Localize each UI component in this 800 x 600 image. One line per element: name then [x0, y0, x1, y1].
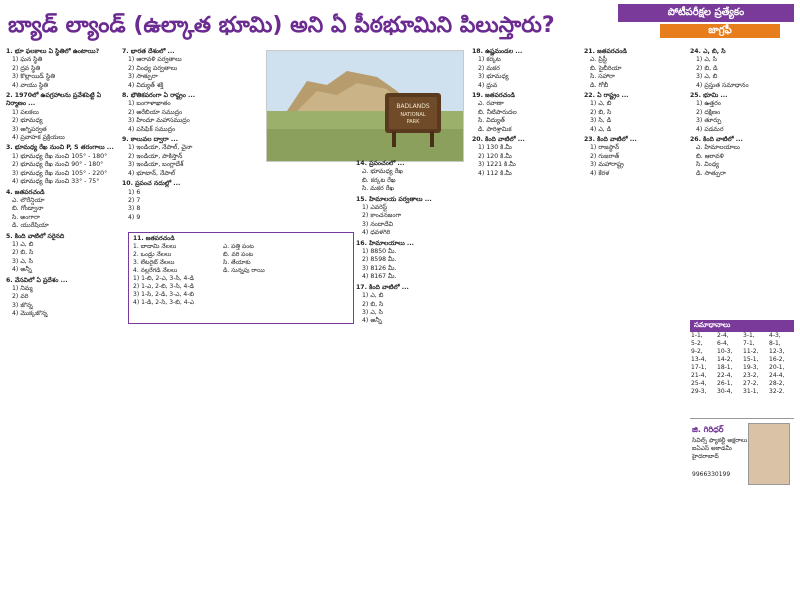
question-item [690, 48, 794, 90]
answer-cell: 6-4, [717, 340, 729, 347]
answer-row [690, 356, 794, 364]
answer-cell: 13-4, [691, 356, 707, 363]
question-text: 20. కింది వాటిలో ... [472, 136, 525, 144]
question-option: 2) ఇండియా, పాకిస్తాన్‌ [128, 152, 183, 160]
sign-line-3: PARK [406, 119, 420, 125]
question-text: 4. జతపరచండి [6, 188, 45, 196]
question-item [122, 92, 258, 134]
question-option: 1) పలకలు [12, 108, 39, 116]
answer-cell: 9-2, [691, 348, 703, 355]
question-item [122, 136, 258, 178]
question-option: 1) భూమధ్య రేఖ నుంచి 105° - 180° [12, 152, 108, 160]
question-option: ఎ. లౌరేన్షియా [12, 196, 45, 204]
answer-cell: 12-3, [769, 348, 785, 355]
question-option: బి. ఆరావళి [696, 152, 724, 160]
question-option: 3) ఎ, సి [362, 308, 383, 316]
box-answer-option: 3) 1-సి, 2-డి, 3-ఎ, 4-బి [133, 291, 194, 298]
question-item [6, 233, 118, 275]
question-item [6, 92, 118, 142]
answer-key-table [690, 332, 794, 396]
answer-cell: 19-3, [743, 364, 759, 371]
question-option: 1) బంగాళాఖాతం [128, 100, 171, 108]
question-item [6, 189, 118, 231]
author-designation: సివిల్స్‌ ఫ్యాకల్టీ అక్షరాలు ఐఏఎస్‌ అకాడమీ హైదరాబాద్‌ [692, 437, 748, 460]
question-option: 1) 8850 మీ. [362, 248, 397, 256]
answer-cell: 7-1, [743, 340, 755, 347]
question-option: 1) ఎ, సి [696, 56, 717, 64]
box-right-item: ఎ. పత్తి పంట [223, 243, 254, 250]
sign-line-2: NATIONAL [400, 112, 426, 118]
question-option: 4) ధవళగిరి [362, 229, 391, 237]
question-option: డి. పారిశ్రామిక [478, 125, 512, 133]
section-badge: పోటీపరీక్షల ప్రత్యేకం [618, 4, 794, 22]
box-right-item: డి. సున్నపు రాయి [223, 267, 265, 274]
box-right-item: బి. వరి పంట [223, 251, 254, 258]
answer-cell: 2-4, [717, 332, 729, 339]
question-option: 4) ఎ, డి [590, 125, 612, 133]
question-option: 2) 120 కి.మీ [478, 152, 512, 160]
question-item [584, 48, 688, 90]
question-option: 2) బి, సి [362, 300, 384, 308]
author-phone: 9966330199 [692, 471, 731, 478]
box-answer-option: 4) 1-డి, 2-సి, 3-బి, 4-ఎ [133, 299, 194, 306]
question-option: 1) ఆరావళి పర్వతాలు [128, 56, 182, 64]
question-option: 1) ఘన స్థితి [12, 56, 43, 64]
question-option: 1) ఉత్తరం [696, 100, 721, 108]
question-option: 4) భూమధ్య రేఖ నుంచి 33° - 75° [12, 178, 100, 186]
question-option: బి. సైబీరియా [590, 64, 622, 72]
question-option: 1) ఇండియా, నేపాల్‌, చైనా [128, 144, 193, 152]
question-item [690, 136, 794, 178]
question-item [356, 240, 468, 282]
question-text: 23. కింది వాటిలో ... [584, 136, 637, 144]
question-option: 2) గుజరాత్‌ [590, 152, 620, 160]
question-option: 1) ఎవరెస్ట్‌ [362, 204, 388, 212]
box-left-list [133, 243, 223, 275]
answer-cell: 28-2, [769, 380, 785, 387]
answer-cell: 14-2, [717, 356, 733, 363]
answer-cell: 3-1, [743, 332, 755, 339]
answer-row [690, 380, 794, 388]
answer-row [690, 332, 794, 340]
question-option: 3) ఇండియా, బంగ్లాదేశ్‌ [128, 161, 184, 169]
question-option: సి. విద్యుత్‌ [478, 117, 505, 125]
box-left-item: 4. నల్లరేగడి నేలలు [133, 267, 178, 274]
question-option: డి. యురేషియా [12, 222, 49, 230]
question-option: 1) 130 కి.మీ [478, 144, 512, 152]
question-option: 4) పడమర [696, 125, 724, 133]
question-item [6, 48, 118, 90]
question-option: 2) వరి [12, 293, 29, 301]
question-option: 3) కొల్లాయిడ్‌ స్థితి [12, 73, 56, 81]
answer-cell: 26-1, [717, 380, 733, 387]
question-column-5 [584, 48, 688, 488]
question-option: డి. సాత్పురా [696, 169, 726, 177]
question-text: 24. ఎ, బి, సి [690, 48, 726, 55]
question-text: 15. హిమాలయ పర్వతాలు ... [356, 195, 432, 203]
question-option: 3) 8 [128, 205, 141, 213]
question-option: 3) నందాదేవి [362, 220, 394, 228]
question-option: 2) కాంచనజంగా [362, 212, 402, 220]
author-photo [748, 423, 790, 485]
subject-badge: జాగ్రఫీ [660, 24, 780, 38]
question-item [356, 160, 468, 194]
question-option: సి. మకర రేఖ [362, 185, 395, 193]
question-option: 2) భూమధ్య [12, 117, 43, 125]
box-right-list [223, 243, 349, 275]
question-text: 14. ప్రపంచంలో ... [356, 160, 405, 167]
question-item [472, 48, 582, 90]
question-item [472, 136, 582, 178]
question-option: 1) రాజస్థాన్‌ [590, 144, 620, 152]
answer-key [690, 320, 794, 408]
question-text: 21. జతపరచండి [584, 48, 627, 55]
question-option: 3) 1221 కి.మీ [478, 161, 516, 169]
box-left-item: 2. ఒండ్రు నేలలు [133, 251, 172, 258]
question-option: 2) మకర [478, 64, 500, 72]
answer-row [690, 364, 794, 372]
badlands-landscape-image [267, 51, 463, 161]
answer-cell: 16-2, [769, 356, 785, 363]
box-title: 11. జతపరచండి [133, 235, 175, 242]
question-text: 7. భారత దేశంలో ... [122, 48, 175, 55]
question-item [584, 92, 688, 134]
question-option: ఎ. భూమధ్య రేఖ [362, 168, 403, 176]
question-option: 2) భూమధ్య రేఖ నుంచి 90° - 180° [12, 161, 104, 169]
question-item [122, 180, 258, 222]
question-text: 26. కింది వాటిలో ... [690, 136, 743, 144]
question-option: 4) అన్నీ [362, 317, 382, 325]
question-option: 2) 8598 మీ. [362, 256, 397, 264]
question-option: ఎ. రవాణా [478, 100, 504, 108]
answer-cell: 31-1, [743, 388, 759, 395]
answer-cell: 10-3, [717, 348, 733, 355]
question-text: 16. హిమాలయాలు ... [356, 239, 414, 247]
box-answer-option: 1) 1-బి, 2-ఎ, 3-సి, 4-డి [133, 275, 194, 282]
question-option: 3) హిందూ మహాసముద్రం [128, 117, 190, 125]
question-option: 4) భూటాన్‌, నేపాల్‌ [128, 169, 176, 177]
question-text: 8. భౌతికపరంగా ఏ రాష్ట్రం ... [122, 92, 196, 100]
question-option: 2) 7 [128, 196, 141, 204]
question-option: 4) అన్నీ [12, 266, 32, 274]
question-text: 5. కింది వాటిలో సరైనది [6, 232, 65, 240]
answer-cell: 25-4, [691, 380, 707, 387]
author-card [690, 418, 794, 489]
answer-cell: 11-2, [743, 348, 759, 355]
answer-cell: 8-1, [769, 340, 781, 347]
question-item [122, 48, 258, 90]
question-option: 3) ఎ, సి [12, 257, 33, 265]
question-option: 3) సి, డి [590, 117, 612, 125]
question-option: సి. వింధ్య [696, 161, 719, 169]
box-left-item: 3. లేటరైట్‌ నేలలు [133, 259, 175, 266]
answer-cell: 15-1, [743, 356, 759, 363]
question-item [472, 92, 582, 134]
question-text: 18. ఉష్ణమండల ... [472, 48, 523, 55]
answer-row [690, 388, 794, 396]
question-option: 4) కేరళ [590, 169, 610, 177]
question-item [356, 284, 468, 326]
question-option: 4) విద్యుత్‌ శక్తి [128, 81, 164, 89]
answer-cell: 27-2, [743, 380, 759, 387]
question-option: 4) మొక్కజొన్న [12, 310, 48, 318]
box-answer-options [133, 275, 349, 307]
question-text: 6. వేసవిలో ఏ ప్రదేశం ... [6, 276, 68, 284]
question-option: 3) సాత్పురా [128, 73, 158, 81]
question-option: ఎ. ప్రిస్టీ [590, 56, 608, 64]
question-option: 1) నిమ్మ [12, 284, 33, 292]
answer-row [690, 348, 794, 356]
question-option: 4) 8167 మీ. [362, 273, 397, 281]
question-option: బి. నీటిపారుదల [478, 108, 517, 116]
question-text: 10. ప్రపంచ నదుల్లో ... [122, 180, 181, 188]
question-text: 17. కింది వాటిలో ... [356, 283, 409, 291]
question-option: డి. గోబీ [590, 81, 609, 89]
question-option: 4) 112 కి.మీ [478, 169, 512, 177]
answer-cell: 20-1, [769, 364, 785, 371]
question-option: 3) జొన్న [12, 301, 33, 309]
question-column-1 [6, 48, 118, 488]
question-option: 2) దక్షిణం [696, 108, 721, 116]
question-option: 3) 8126 మీ. [362, 264, 397, 272]
question-option: 4) వాయు స్థితి [12, 81, 49, 89]
question-option: ఎ. హిమాలయాలు [696, 144, 740, 152]
question-option: 4) ధ్రువ [478, 81, 498, 89]
box-right-item: సి. తేయాకు [223, 259, 251, 266]
answer-cell: 1-1, [691, 332, 703, 339]
question-option: 4) పసిఫిక్‌ సముద్రం [128, 125, 176, 133]
question-option: 4) ప్రస్తుత సమాధానం [696, 81, 749, 89]
question-option: 4) 9 [128, 213, 141, 221]
question-option: 3) మహారాష్ట్ర [590, 161, 624, 169]
question-option: 3) అగ్నిపర్వత [12, 125, 47, 133]
question-option: 1) ఎ, బి [362, 292, 384, 300]
question-option: 2) బి, డి [696, 64, 718, 72]
answer-key-title: సమాధానాలు [690, 320, 794, 332]
answer-cell: 21-4, [691, 372, 707, 379]
question-option: సి. సహారా [590, 73, 615, 81]
question-text: 19. జతపరచండి [472, 92, 515, 100]
question-option: 4) ప్రవాహక ప్రక్రియలు [12, 134, 65, 142]
match-question-box [128, 232, 354, 324]
question-column-4 [472, 48, 582, 488]
answer-row [690, 372, 794, 380]
answer-cell: 4-3, [769, 332, 781, 339]
answer-cell: 29-3, [691, 388, 707, 395]
question-option: బి. గోండ్వానా [12, 205, 44, 213]
answer-cell: 24-4, [769, 372, 785, 379]
sign-line-1: BADLANDS [396, 103, 430, 110]
question-option: 2) ద్రవ స్థితి [12, 64, 41, 72]
answer-cell: 22-4, [717, 372, 733, 379]
answer-cell: 17-1, [691, 364, 707, 371]
question-option: 2) బి, సి [590, 108, 612, 116]
box-row [133, 243, 349, 275]
question-option: 1) కర్కట [478, 56, 501, 64]
author-name: జి. గిరిధర్‌ [692, 425, 724, 434]
question-option: 1) ఎ, బి [590, 100, 612, 108]
answer-cell: 23-2, [743, 372, 759, 379]
page-headline: బ్యాడ్‌ ల్యాండ్‌ (ఉల్కాత భూమి) అని ఏ పీఠభూమిని పిలుస్తారు? [8, 13, 555, 38]
question-option: 2) బి, సి [12, 249, 34, 257]
question-option: సి. అంగారా [12, 213, 40, 221]
question-text: 2. 1970లో ఉపగ్రహాలను ప్రవేశపెట్టి ఏ నిర్మాణం ... [6, 92, 102, 108]
answer-row [690, 340, 794, 348]
question-item [356, 196, 468, 238]
box-answer-option: 2) 1-ఎ, 2-బి, 3-సి, 4-డి [133, 283, 194, 290]
question-item [690, 92, 794, 134]
question-item [6, 277, 118, 319]
answer-cell: 32-2. [769, 388, 785, 395]
question-option: 3) తూర్పు [696, 117, 722, 125]
question-option: 2) అరేబియా సముద్రం [128, 108, 183, 116]
question-option: 3) భూమధ్య [478, 73, 509, 81]
question-option: 3) ఎ, బి [696, 73, 718, 81]
question-option: 1) 6 [128, 188, 141, 196]
answer-cell: 5-2, [691, 340, 703, 347]
question-text: 9. కాలువల ద్వారా ... [122, 136, 178, 144]
answer-cell: 30-4, [717, 388, 733, 395]
question-option: 3) భూమధ్య రేఖ నుంచి 105° - 220° [12, 169, 108, 177]
answer-cell: 18-1, [717, 364, 733, 371]
question-text: 1. భూ ఫలకాలు ఏ స్థితిలో ఉంటాయి? [6, 48, 100, 55]
badlands-photo [266, 50, 464, 162]
question-column-3 [356, 160, 468, 600]
question-item [6, 144, 118, 186]
question-option: 2) వింధ్య పర్వతాలు [128, 64, 178, 72]
box-left-item: 1. బాదామి నేలలు [133, 243, 177, 250]
question-item [584, 136, 688, 178]
question-text: 3. భూమధ్య రేఖ నుంచి P, S తరంగాలు ... [6, 144, 114, 152]
question-option: బి. కర్కట రేఖ [362, 176, 396, 184]
question-option: 1) ఎ, బి [12, 240, 34, 248]
question-text: 22. ఏ రాష్ట్రం ... [584, 92, 629, 100]
question-text: 25. భూమి ... [690, 92, 728, 100]
